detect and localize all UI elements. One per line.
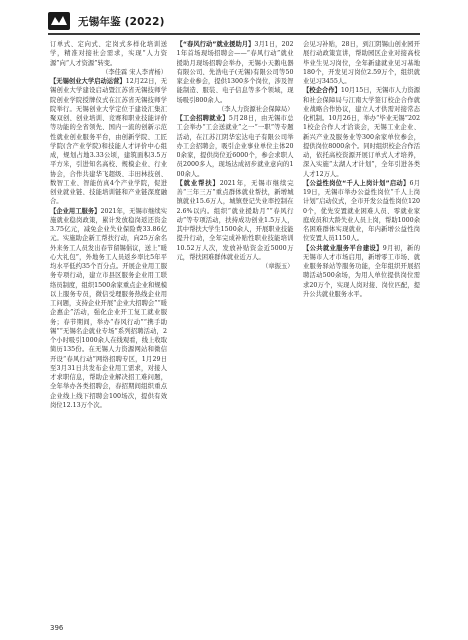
section-heading: 【工会招聘就业】 — [176, 115, 229, 122]
paragraph: 【企业用工服务】2021年，无锡市继续实施就业稳岗政策，累计发放稳岗返还资金3.75亿元，减免企业失业保险费33.86亿元。实施助企新工帮扶行动，向25万余名外来务工人员发出春节留锡倡议，送上“暖心大礼包”，外地务工人员返乡率比5年平均水平低约35个百分点。开展企业用工服务专项行动，建立市县区服务企业用工联络员制度，组织1500余家重点企业和规模以上服务专员，微信受理服务热线企业用工问题，支持企业开展“企业大招聘会”“暖企惠企”活动，强化企业开工复工就业服务；春节期间，举办“春风行动”“携手助锡”“无锡名企就业专场”系列招聘活动，2个小时吸引1000余人在线观看，线上收取简历135份。在无锡人力资源网站和微信开设“春风行动”网络招聘专区，1月29日至3月31日共发布企业用工需求，对接人才求职信息，帮助企业解决招工难问题，全年举办各类招聘会，春招期间组织重点企业线上线下招聘会100场次，提供有效岗位12.13万个次。 — [50, 207, 167, 409]
paragraph: 【就业帮扶】2021年，无锡市继续完善“三年三万”重点群体就业帮扶，新增城镇就业15.6万人，城镇登记失业率控制在2.6%以内。组织“就业援助月”“春风行动”等专项活动，扶持成功创业1.5万人，其中帮扶大学生1500余人，开展职业技能提升行动，全年完成补贴性职业技能培训10.52万人次，发放补贴资金近5000万元，帮扶困难群体就业近万人。 — [176, 179, 294, 261]
section-heading: 【公益性岗位“千人上岗计划”启动】 — [303, 179, 410, 187]
source-credit: （章振玉） — [262, 263, 294, 270]
paragraph: 【工会招聘就业】5月28日，由无锡市总工会举办“工会送就业”之一“一职”等专题活动，在江苏江阴华宏达电子有限公司举办工会招聘会，吸引企业事业单位主体200余家，提供岗位近6000个，参会求职人员2000多人，现场达成初步就业意向的100余人。 — [176, 115, 294, 178]
yearbook-logo-icon — [48, 12, 70, 30]
section-heading: 【“春风行动”就业援助月】 — [176, 41, 255, 48]
section-heading: 【就业帮扶】 — [176, 179, 220, 187]
yearbook-title: 无锡年鉴 (2022) — [78, 16, 165, 28]
section-heading: 【校企合作】 — [303, 87, 341, 95]
page-number: 396 — [50, 624, 64, 632]
paragraph: 【“春风行动”就业援助月】3月1日，2021年首场现场招聘会——“春风行动”就业援助月现场招聘会举办，无锡小天鹅电器有限公司、先浩电子(无锡)有限公司等50家企业参会，提供1300多个岗位，涉及智能制造、服装、电子信息等多个领域，现场吸引800余人。 — [176, 41, 294, 104]
column-left — [50, 40, 167, 618]
paragraph: 【公益性岗位“千人上岗计划”启动】6月19日，无锡市举办公益性岗位“千人上岗计划”启动仪式，全市开发公益性岗位1200个，优先安置就业困难人员、零就业家庭成员和大龄失业人员上岗，帮助1000余名困难群体实现就业，年内新增公益性岗位安置人员1150人。 — [303, 179, 420, 243]
page-header — [0, 0, 468, 34]
section-heading: 【公共就业服务平台建设】 — [303, 244, 383, 252]
source-credit: （李佳霖 宋人李青杨） — [102, 68, 167, 76]
section-heading: 【企业用工服务】 — [50, 207, 101, 215]
column-middle — [177, 40, 294, 618]
article-body — [50, 40, 420, 618]
paragraph: 订单式、定向式、定岗式多样化培训送学，精准对接社会需求，实现“人力资源”向“人才资源”转变。 — [50, 41, 167, 67]
header-divider — [48, 33, 420, 35]
paragraph: 【校企合作】10月15日，无锡市人力资源和社会保障局与江南大学签订校企合作就业战略合作协议，建立人才供需对接常态化机制。10月26日，举办“毕业无锡”2021校企合作人才洽谈会，无锡工业企业、新兴产业及服务业等300余家单位参会，提供岗位8000余个。同时组织校企合作活动，依托高校资源开展订单式人才培养，深入实施“太湖人才计划”，全年引进各类人才12万人。 — [303, 87, 420, 178]
column-right — [303, 40, 420, 618]
paragraph: 会见习补贴，28日，到江阴锡山创业园开展行动政策宣讲，帮助园区企业对接高校毕业生见习岗位，全年新建就业见习基地180个，开发见习岗位2.59万个，组织就业见习3455人。 — [303, 41, 420, 85]
section-heading: 【无锡创业大学启动运营】 — [50, 78, 126, 85]
source-credit: （李人力资源社会保障局） — [217, 105, 294, 113]
paragraph: 【公共就业服务平台建设】9月初，新的无锡市人才市场启用，新增零工市场、就业服务驿站等服务功能，全年组织开展招聘活动500余场，为用人单位提供岗位需求20万个，实现人岗对接、岗位匹配，提升公共就业服务水平。 — [303, 244, 420, 298]
paragraph: 【无锡创业大学启动运营】12月22日，无锡创业大学建设启动暨江苏省无锡技师学院创业学院授牌仪式在江苏省无锡技师学院举行。无锡创业大学定位于建设汇集汇聚双创、创业培训、竞赛和职业技能评价等功能的全省领先、国内一流的创新示范性就业创业服务平台，由创新学院、工匠学院(含产业学院)和技能人才评价中心组成，规划占地3.33公顷，建筑面积3.5万平方米，引进知名高校、规模企业、行业协会，合作共建华飞超级、丰田林技创、数智工业、智能仿真4个产业学院，促进创业就业链、技能培训链和产业链深度融合。 — [50, 78, 167, 206]
